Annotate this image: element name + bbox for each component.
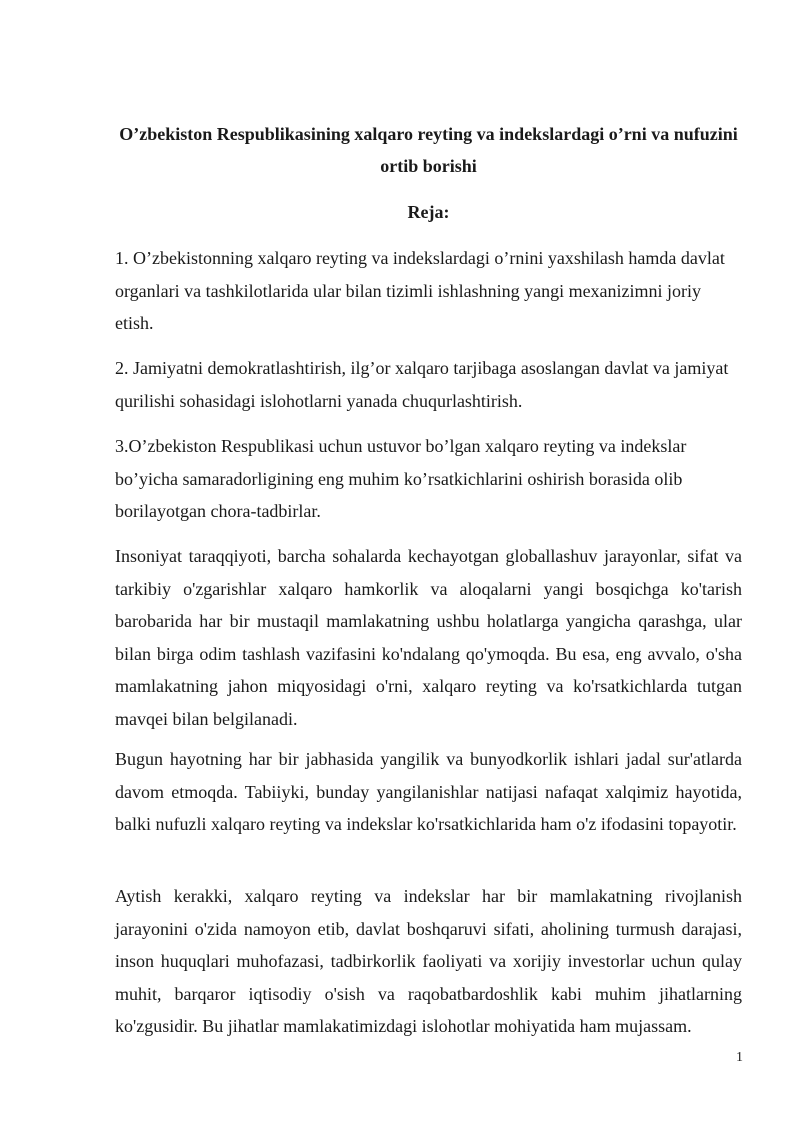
body-paragraph-2: Bugun hayotning har bir jabhasida yangilik va bunyodkorlik ishlari jadal sur'atlarda davom etmoqda. Tabiiyki, bunday yangilanishlar natijasi nafaqat xalqimiz hayotida, balki nufuzli xalqaro reyting va indekslar ko'rsatkichlarida ham o'z ifodasini topayotir.: [115, 749, 742, 835]
document-title: O’zbekiston Respublikasining xalqaro reyting va indekslardagi o’rni va nufuzini ortib borishi: [119, 124, 738, 176]
page-number: 1: [736, 1050, 743, 1065]
plan-item-1: 1. O’zbekistonning xalqaro reyting va indekslardagi o’rnini yaxshilash hamda davlat organlari va tashkilotlarida ular bilan tizimli ishlashning yangi mexanizimni joriy etish.: [115, 248, 725, 333]
plan-item-2: 2. Jamiyatni demokratlashtirish, ilg’or xalqaro tarjibaga asoslangan davlat va jamiyat qurilishi sohasidagi islohotlarni yanada chuqurlashtirish.: [115, 358, 729, 411]
body-paragraph-1: Insoniyat taraqqiyoti, barcha sohalarda kechayotgan globallashuv jarayonlar, sifat va tarkibiy o'zgarishlar xalqaro hamkorlik va aloqalarni yangi bosqichga ko'tarish barobarida har bir mustaqil mamlakatning ushbu holatlarga yangicha qarashga, ular bilan birga odim tashlash vazifasini ko'ndalang qo'ymoqda. Bu esa, eng avvalo, o'sha mamlakatning jahon miqyosidagi o'rni, xalqaro reyting va ko'rsatkichlarda tutgan mavqei bilan belgilanadi.: [115, 546, 742, 729]
plan-item-3: 3.O’zbekiston Respublikasi uchun ustuvor bo’lgan xalqaro reyting va indekslar bo’yicha samaradorligining eng muhim ko’rsatkichlarini oshirish borasida olib borilayotgan chora-tadbirlar.: [115, 436, 687, 521]
body-paragraph-3: Aytish kerakki, xalqaro reyting va indekslar har bir mamlakatning rivojlanish jarayonini o'zida namoyon etib, davlat boshqaruvi sifati, aholining turmush darajasi, inson huquqlari muhofazasi, tadbirkorlik faoliyati va xorijiy investorlar uchun qulay muhit, barqaror iqtisodiy o'sish va raqobatbardoshlik kabi muhim jihatlarning ko'zgusidir. Bu jihatlar mamlakatimizdagi islohotlar mohiyatida ham mujassam.: [115, 886, 742, 1037]
plan-heading: Reja:: [407, 202, 450, 222]
